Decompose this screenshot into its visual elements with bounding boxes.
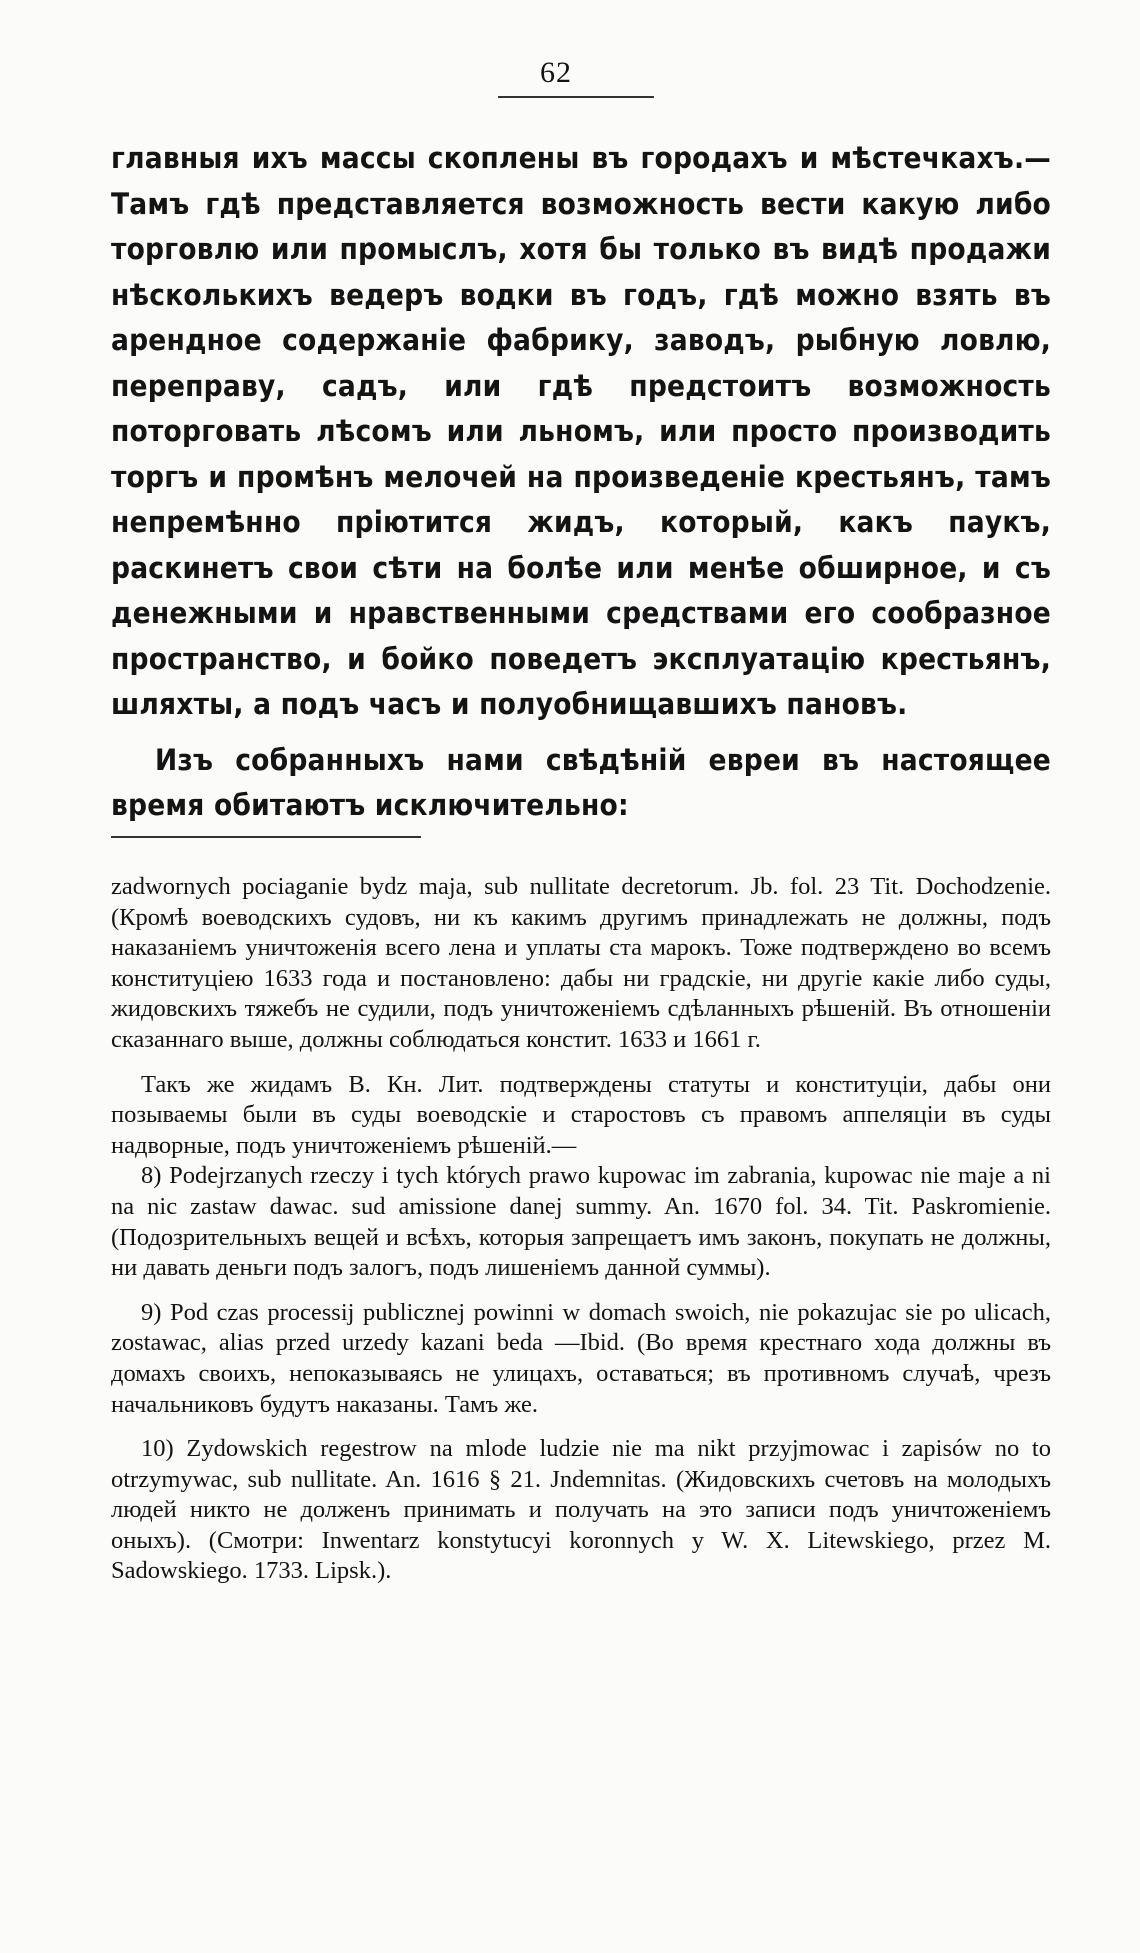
footnote-paragraph: Такъ же жидамъ В. Кн. Лит. подтверждены статуты и конституціи, дабы они позываемы были въ суды воеводскіе и старостовъ съ правомъ аппеляціи въ суды надворные, подъ уничтоженіемъ рѣшеній.— [111,1070,1051,1159]
body-paragraph: Изъ собранныхъ нами свѣдѣній евреи въ настоящее время обитаютъ исключительно: [111,742,1051,822]
footnote-item-9: 9) Pod czas processij publicznej powinni w domach swoich, nie pokazujac sie po ulicach, zostawac, alias przed urzedy kazani beda —Ibid. (Во время крестнаго хода должны въ домахъ своихъ, непоказываясь не улицахъ, оставаться; въ противномъ случаѣ, чрезъ начальниковъ будутъ наказаны. Тамъ же. [111,1298,1051,1418]
footnote-paragraph: zadwornych pociaganie bydz maja, sub nullitate decretorum. Jb. fol. 23 Tit. Dochodzenie. (Кромѣ воеводскихъ судовъ, ни къ какимъ другимъ принадлежать не должны, подъ наказаніемъ уничтоженія всего лена и уплаты ста марокъ. Тоже подтверждено во всемъ конституціею 1633 года и постановлено: дабы ни градскіе, ни другіе какіе либо суды, жидовскихъ тяжебъ не судили, подъ уничтоженіемъ сдѣланныхъ рѣшеній. Въ отношеніи сказаннаго выше, должны соблюдаться констит. 1633 и 1661 г. [111,873,1051,1053]
header-rule [498,96,654,98]
footnotes [111,872,1051,1587]
page-number: 62 [540,56,572,89]
footnote-separator [111,836,421,838]
main-text [111,136,1051,829]
footnote-item-8: 8) Podejrzanych rzeczy i tych których prawo kupowac im zabrania, kupowac nie maje a ni na nic zastaw dawac. sud amissione danej summy. An. 1670 fol. 34. Tit. Paskromienie. (Подозрительныхъ вещей и всѣхъ, которыя запрещаетъ имъ законъ, покупать не должны, ни давать деньги подъ залогъ, подъ лишеніемъ данной суммы). [111,1162,1051,1282]
body-paragraph: главныя ихъ массы скоплены въ городахъ и мѣстечкахъ.—Тамъ гдѣ представляется возможность вести какую либо торговлю или промыслъ, хотя бы только въ видѣ продажи нѣсколькихъ ведеръ водки въ годъ, гдѣ можно взять въ арендное содержаніе фабрику, заводъ, рыбную ловлю, переправу, садъ, или гдѣ предстоитъ возможность поторговать лѣсомъ или льномъ, или просто производить торгъ и промѣнъ мелочей на произведеніе крестьянъ, тамъ непремѣнно пріютится жидъ, который, какъ паукъ, раскинетъ свои сѣти на болѣе или менѣе обширное, и съ денежными и нравственными средствами его сообразное пространство, и бойко поведетъ эксплуатацію крестьянъ, шляхты, а подъ часъ и полуобнищавшихъ пановъ. [111,141,1051,721]
footnote-item-10: 10) Zydowskich regestrow na mlode ludzie nie ma nikt przyjmowac i zapisów no to otrzymywac, sub nullitate. An. 1616 § 21. Jndemnitas. (Жидовскихъ счетовъ на молодыхъ людей никто не долженъ принимать и получать на это записи подъ уничтоженіемъ оныхъ). (Смотри: Inwentarz konstytucyi koronnych y W. X. Litewskiego, przez M. Sadowskiego. 1733. Lipsk.). [111,1435,1051,1585]
